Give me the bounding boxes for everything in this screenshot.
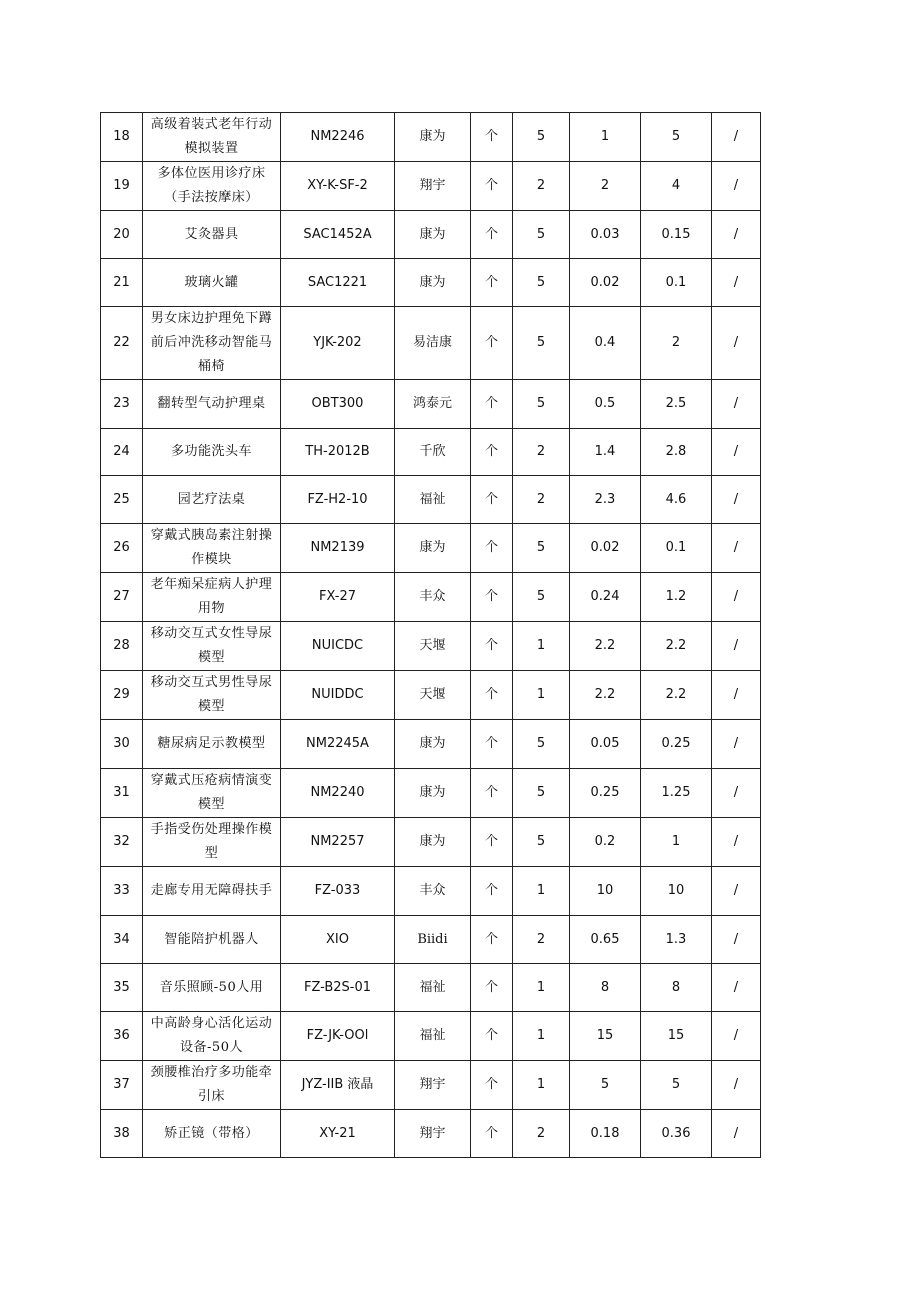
table-row [101, 964, 761, 1012]
row-number-cell: 23 [101, 380, 143, 429]
brand-name-cell: 丰众 [395, 573, 471, 622]
remark-cell: / [712, 818, 761, 867]
brand-name-cell: 福祉 [395, 964, 471, 1012]
model-number-cell: TH-2012B [281, 429, 395, 476]
unit-price-cell: 0.03 [570, 211, 641, 259]
equipment-name-cell: 矫正镜（带格） [143, 1110, 281, 1158]
brand-name-cell: 天堰 [395, 622, 471, 671]
remark-cell: / [712, 720, 761, 769]
unit-price-cell: 5 [570, 1061, 641, 1110]
equipment-name-cell: 颈腰椎治疗多功能牵引床 [143, 1061, 281, 1110]
unit-cell: 个 [471, 380, 513, 429]
row-number-cell: 36 [101, 1012, 143, 1061]
table-row [101, 162, 761, 211]
total-price-cell: 10 [641, 867, 712, 916]
unit-cell: 个 [471, 476, 513, 524]
unit-cell: 个 [471, 622, 513, 671]
row-number-cell: 25 [101, 476, 143, 524]
remark-cell: / [712, 162, 761, 211]
total-price-cell: 1 [641, 818, 712, 867]
table-row [101, 113, 761, 162]
table-row [101, 916, 761, 964]
brand-name-cell: 翔宇 [395, 1061, 471, 1110]
brand-name-cell: 丰众 [395, 867, 471, 916]
equipment-name-cell: 多功能洗头车 [143, 429, 281, 476]
quantity-cell: 2 [513, 916, 570, 964]
unit-cell: 个 [471, 1061, 513, 1110]
model-number-cell: NUICDC [281, 622, 395, 671]
quantity-cell: 5 [513, 380, 570, 429]
table-row [101, 307, 761, 380]
model-number-cell: NUIDDC [281, 671, 395, 720]
unit-price-cell: 0.5 [570, 380, 641, 429]
remark-cell: / [712, 867, 761, 916]
remark-cell: / [712, 1061, 761, 1110]
unit-price-cell: 1 [570, 113, 641, 162]
equipment-name-cell: 移动交互式女性导尿模型 [143, 622, 281, 671]
unit-price-cell: 0.25 [570, 769, 641, 818]
brand-name-cell: 康为 [395, 524, 471, 573]
total-price-cell: 0.1 [641, 524, 712, 573]
quantity-cell: 1 [513, 1061, 570, 1110]
model-number-cell: FZ-033 [281, 867, 395, 916]
model-number-cell: FX-27 [281, 573, 395, 622]
unit-cell: 个 [471, 1012, 513, 1061]
row-number-cell: 26 [101, 524, 143, 573]
brand-name-cell: 天堰 [395, 671, 471, 720]
total-price-cell: 8 [641, 964, 712, 1012]
model-number-cell: SAC1452A [281, 211, 395, 259]
quantity-cell: 1 [513, 1012, 570, 1061]
equipment-name-cell: 高级着装式老年行动模拟装置 [143, 113, 281, 162]
quantity-cell: 5 [513, 769, 570, 818]
total-price-cell: 4 [641, 162, 712, 211]
unit-price-cell: 10 [570, 867, 641, 916]
total-price-cell: 2.5 [641, 380, 712, 429]
unit-cell: 个 [471, 1110, 513, 1158]
equipment-name-cell: 男女床边护理免下蹲前后冲洗移动智能马桶椅 [143, 307, 281, 380]
model-number-cell: NM2245A [281, 720, 395, 769]
remark-cell: / [712, 916, 761, 964]
unit-price-cell: 2.2 [570, 622, 641, 671]
remark-cell: / [712, 1110, 761, 1158]
remark-cell: / [712, 211, 761, 259]
remark-cell: / [712, 524, 761, 573]
unit-cell: 个 [471, 671, 513, 720]
unit-price-cell: 1.4 [570, 429, 641, 476]
unit-cell: 个 [471, 964, 513, 1012]
total-price-cell: 0.1 [641, 259, 712, 307]
unit-price-cell: 0.02 [570, 524, 641, 573]
remark-cell: / [712, 769, 761, 818]
equipment-name-cell: 走廊专用无障碍扶手 [143, 867, 281, 916]
table-row [101, 380, 761, 429]
model-number-cell: FZ-JK-OOl [281, 1012, 395, 1061]
row-number-cell: 20 [101, 211, 143, 259]
equipment-name-cell: 艾灸器具 [143, 211, 281, 259]
unit-cell: 个 [471, 573, 513, 622]
table-row [101, 622, 761, 671]
remark-cell: / [712, 964, 761, 1012]
unit-price-cell: 0.18 [570, 1110, 641, 1158]
quantity-cell: 5 [513, 259, 570, 307]
unit-cell: 个 [471, 429, 513, 476]
equipment-table [100, 112, 761, 1158]
table-row [101, 769, 761, 818]
total-price-cell: 2.2 [641, 671, 712, 720]
model-number-cell: XY-21 [281, 1110, 395, 1158]
equipment-name-cell: 手指受伤处理操作模型 [143, 818, 281, 867]
unit-price-cell: 2.2 [570, 671, 641, 720]
brand-name-cell: 翔宇 [395, 162, 471, 211]
remark-cell: / [712, 671, 761, 720]
brand-name-cell: 千欣 [395, 429, 471, 476]
brand-name-cell: 康为 [395, 818, 471, 867]
row-number-cell: 35 [101, 964, 143, 1012]
brand-name-cell: 鸿泰元 [395, 380, 471, 429]
unit-cell: 个 [471, 916, 513, 964]
unit-price-cell: 0.4 [570, 307, 641, 380]
equipment-name-cell: 翻转型气动护理桌 [143, 380, 281, 429]
brand-name-cell: 康为 [395, 113, 471, 162]
quantity-cell: 5 [513, 573, 570, 622]
row-number-cell: 19 [101, 162, 143, 211]
row-number-cell: 37 [101, 1061, 143, 1110]
row-number-cell: 34 [101, 916, 143, 964]
equipment-name-cell: 穿戴式压疮病情演变模型 [143, 769, 281, 818]
total-price-cell: 5 [641, 1061, 712, 1110]
model-number-cell: OBT300 [281, 380, 395, 429]
model-number-cell: NM2257 [281, 818, 395, 867]
quantity-cell: 2 [513, 476, 570, 524]
row-number-cell: 29 [101, 671, 143, 720]
equipment-name-cell: 多体位医用诊疗床（手法按摩床） [143, 162, 281, 211]
total-price-cell: 15 [641, 1012, 712, 1061]
unit-price-cell: 2 [570, 162, 641, 211]
total-price-cell: 5 [641, 113, 712, 162]
equipment-name-cell: 移动交互式男性导尿模型 [143, 671, 281, 720]
row-number-cell: 28 [101, 622, 143, 671]
unit-cell: 个 [471, 162, 513, 211]
remark-cell: / [712, 622, 761, 671]
total-price-cell: 0.15 [641, 211, 712, 259]
quantity-cell: 2 [513, 1110, 570, 1158]
equipment-name-cell: 玻璃火罐 [143, 259, 281, 307]
table-row [101, 259, 761, 307]
quantity-cell: 5 [513, 211, 570, 259]
equipment-name-cell: 糖尿病足示教模型 [143, 720, 281, 769]
brand-name-cell: 福祉 [395, 476, 471, 524]
quantity-cell: 1 [513, 867, 570, 916]
quantity-cell: 2 [513, 162, 570, 211]
row-number-cell: 33 [101, 867, 143, 916]
remark-cell: / [712, 113, 761, 162]
unit-cell: 个 [471, 307, 513, 380]
table-row [101, 573, 761, 622]
quantity-cell: 1 [513, 964, 570, 1012]
row-number-cell: 32 [101, 818, 143, 867]
remark-cell: / [712, 429, 761, 476]
unit-price-cell: 0.02 [570, 259, 641, 307]
model-number-cell: XIO [281, 916, 395, 964]
table-row [101, 1061, 761, 1110]
brand-name-cell: 康为 [395, 211, 471, 259]
quantity-cell: 1 [513, 622, 570, 671]
unit-cell: 个 [471, 769, 513, 818]
total-price-cell: 1.3 [641, 916, 712, 964]
model-number-cell: JYZ-IIB 液晶 [281, 1061, 395, 1110]
unit-price-cell: 0.05 [570, 720, 641, 769]
quantity-cell: 2 [513, 429, 570, 476]
model-number-cell: FZ-B2S-01 [281, 964, 395, 1012]
equipment-name-cell: 老年痴呆症病人护理用物 [143, 573, 281, 622]
remark-cell: / [712, 307, 761, 380]
total-price-cell: 4.6 [641, 476, 712, 524]
brand-name-cell: 翔宇 [395, 1110, 471, 1158]
row-number-cell: 18 [101, 113, 143, 162]
quantity-cell: 5 [513, 307, 570, 380]
total-price-cell: 1.25 [641, 769, 712, 818]
table-row [101, 1012, 761, 1061]
remark-cell: / [712, 476, 761, 524]
unit-price-cell: 2.3 [570, 476, 641, 524]
equipment-name-cell: 智能陪护机器人 [143, 916, 281, 964]
row-number-cell: 30 [101, 720, 143, 769]
model-number-cell: NM2139 [281, 524, 395, 573]
unit-price-cell: 0.65 [570, 916, 641, 964]
row-number-cell: 38 [101, 1110, 143, 1158]
unit-price-cell: 0.24 [570, 573, 641, 622]
unit-cell: 个 [471, 113, 513, 162]
row-number-cell: 22 [101, 307, 143, 380]
row-number-cell: 31 [101, 769, 143, 818]
equipment-name-cell: 音乐照顾-50人用 [143, 964, 281, 1012]
brand-name-cell: 康为 [395, 769, 471, 818]
table-row [101, 1110, 761, 1158]
row-number-cell: 21 [101, 259, 143, 307]
total-price-cell: 2 [641, 307, 712, 380]
table-row [101, 211, 761, 259]
total-price-cell: 2.2 [641, 622, 712, 671]
table-row [101, 524, 761, 573]
quantity-cell: 5 [513, 818, 570, 867]
unit-cell: 个 [471, 211, 513, 259]
total-price-cell: 1.2 [641, 573, 712, 622]
remark-cell: / [712, 1012, 761, 1061]
quantity-cell: 5 [513, 524, 570, 573]
equipment-name-cell: 穿戴式胰岛素注射操作模块 [143, 524, 281, 573]
quantity-cell: 5 [513, 720, 570, 769]
unit-cell: 个 [471, 720, 513, 769]
total-price-cell: 2.8 [641, 429, 712, 476]
total-price-cell: 0.25 [641, 720, 712, 769]
brand-name-cell: 康为 [395, 720, 471, 769]
unit-price-cell: 8 [570, 964, 641, 1012]
remark-cell: / [712, 380, 761, 429]
table-row [101, 720, 761, 769]
unit-cell: 个 [471, 867, 513, 916]
total-price-cell: 0.36 [641, 1110, 712, 1158]
unit-price-cell: 15 [570, 1012, 641, 1061]
row-number-cell: 24 [101, 429, 143, 476]
remark-cell: / [712, 259, 761, 307]
unit-cell: 个 [471, 524, 513, 573]
brand-name-cell: 康为 [395, 259, 471, 307]
row-number-cell: 27 [101, 573, 143, 622]
model-number-cell: FZ-H2-10 [281, 476, 395, 524]
model-number-cell: YJK-202 [281, 307, 395, 380]
quantity-cell: 1 [513, 671, 570, 720]
table-row [101, 429, 761, 476]
quantity-cell: 5 [513, 113, 570, 162]
equipment-name-cell: 园艺疗法桌 [143, 476, 281, 524]
unit-cell: 个 [471, 818, 513, 867]
table-body [101, 113, 761, 1158]
table-row [101, 867, 761, 916]
brand-name-cell: Biidi [395, 916, 471, 964]
brand-name-cell: 易洁康 [395, 307, 471, 380]
table-row [101, 818, 761, 867]
model-number-cell: NM2246 [281, 113, 395, 162]
model-number-cell: NM2240 [281, 769, 395, 818]
remark-cell: / [712, 573, 761, 622]
model-number-cell: XY-K-SF-2 [281, 162, 395, 211]
unit-cell: 个 [471, 259, 513, 307]
table-row [101, 476, 761, 524]
brand-name-cell: 福祉 [395, 1012, 471, 1061]
table-row [101, 671, 761, 720]
unit-price-cell: 0.2 [570, 818, 641, 867]
model-number-cell: SAC1221 [281, 259, 395, 307]
equipment-name-cell: 中高龄身心活化运动设备-50人 [143, 1012, 281, 1061]
